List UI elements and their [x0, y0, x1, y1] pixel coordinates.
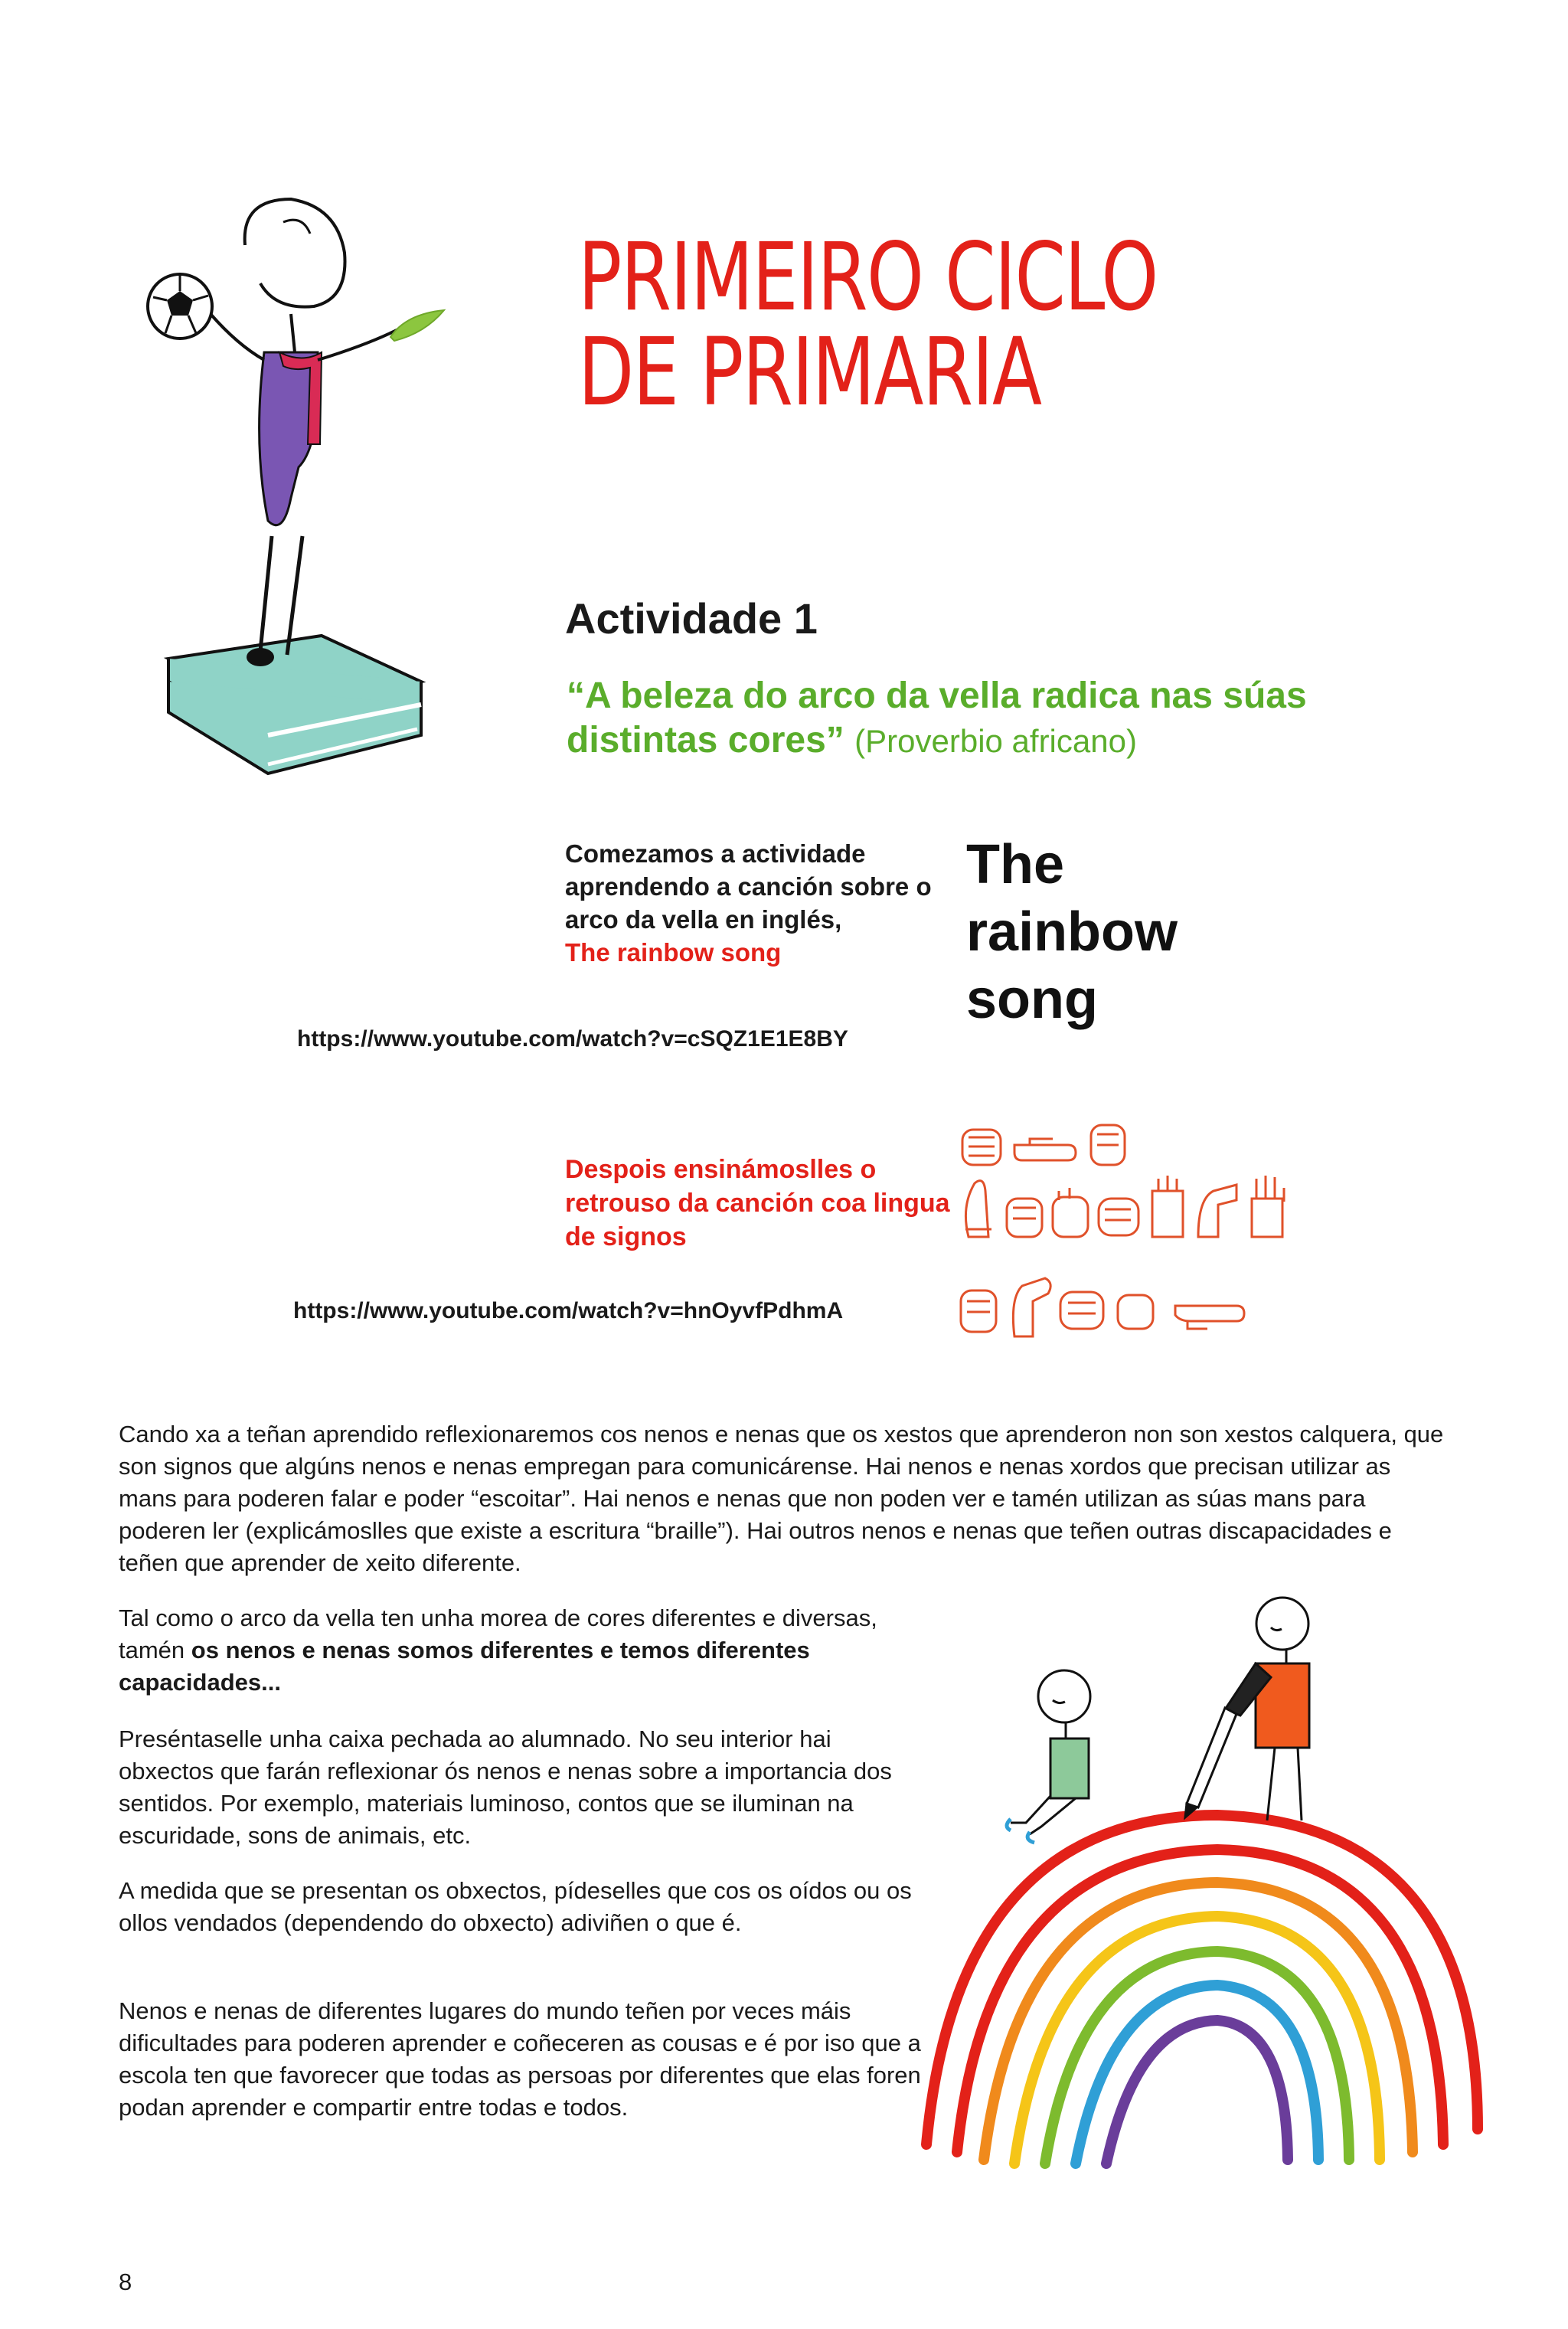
soccer-ball-icon	[148, 274, 212, 339]
activity-quote	[567, 674, 1378, 764]
hand-sign-icon	[1175, 1306, 1244, 1329]
signs-url[interactable]: https://www.youtube.com/watch?v=hnOyvfPdhmA	[293, 1298, 844, 1323]
hand-sign-icon	[961, 1290, 996, 1332]
sitting-child-figure	[1007, 1670, 1090, 1843]
hand-sign-icon	[1060, 1292, 1103, 1329]
page-number: 8	[119, 2268, 132, 2295]
signs-text: Despois ensinámoslles o retrouso da canción coa lingua de signos	[565, 1155, 950, 1251]
hand-sign-icon	[1007, 1199, 1042, 1237]
rainbow-song-image	[966, 831, 1178, 1033]
books-icon	[168, 636, 421, 774]
hand-sign-icon	[1053, 1188, 1088, 1237]
quote-source: (Proverbio africano)	[854, 723, 1137, 759]
paragraph-5: Nenos e nenas de diferentes lugares do mundo teñen por veces máis dificultades para poderen aprender e coñeceren as cousas e é por iso que a escola ten que favorecer que todas as persoas por diferentes que elas foren podan aprender e compartir entre todas e todos.	[119, 1997, 921, 2121]
paragraph-4: A medida que se presentan os obxectos, pídeselles que cos os oídos ou os ollos vendados (dependendo do obxecto) adiviñen o que é.	[119, 1877, 912, 1936]
hand-sign-icon	[1014, 1139, 1076, 1160]
paragraph-2-text: Tal como o arco da vella ten unha morea de cores diferentes e diversas, tamén	[119, 1604, 877, 1663]
song-url[interactable]: https://www.youtube.com/watch?v=cSQZ1E1E8BY	[297, 1026, 848, 1052]
title-line-2: DE PRIMARIA	[578, 318, 1041, 427]
rainbow-song-word: The	[966, 834, 1065, 895]
rainbow-song-word: song	[966, 969, 1098, 1030]
rainbow-children-illustration	[896, 1593, 1493, 2190]
leaf-icon	[390, 310, 444, 341]
hand-sign-icon	[1152, 1176, 1183, 1237]
song-intro-text: Comezamos a actividade aprendendo a canción sobre o arco da vella en inglés,	[565, 839, 932, 934]
pencil-icon	[1187, 1708, 1236, 1807]
title-line-1: PRIMEIRO CICLO	[578, 223, 1158, 332]
hand-sign-icon	[1013, 1278, 1050, 1336]
standing-child-with-pencil-figure	[1185, 1598, 1309, 1820]
song-link-label[interactable]: The rainbow song	[565, 938, 782, 967]
paragraph-2	[119, 1602, 930, 1699]
page-title	[578, 223, 1158, 427]
paragraph-3: Preséntaselle unha caixa pechada ao alumnado. No seu interior hai obxectos que farán reflexionar ós nenos e nenas sobre a importancia dos sentidos. Por exemplo, materiais luminoso, contos que se iluminan na escuridade, sons de animais, etc.	[119, 1725, 892, 1849]
activity-heading: Actividade 1	[565, 594, 818, 643]
paragraph-2-bold: os nenos e nenas somos diferentes e temos diferentes capacidades...	[119, 1637, 810, 1696]
hand-sign-icon	[1118, 1295, 1153, 1329]
child-with-ball-illustration	[138, 191, 521, 789]
hand-sign-icon	[962, 1130, 1001, 1165]
sign-language-hands-illustration	[953, 1114, 1336, 1359]
hand-sign-icon	[1099, 1199, 1138, 1235]
song-intro	[565, 837, 963, 969]
paragraph-1: Cando xa a teñan aprendido reflexionaremos cos nenos e nenas que os xestos que aprenderon non son xestos calquera, que son signos que algúns nenos e nenas empregan para comunicárense. Hai nenos e nenas xordos que precisan utilizar as mans para poderen falar e poder “escoitar”. Hai nenos e nenas que non poden ver e tamén utilizan as súas mans para poderen ler (explicámoslles que existe a escritura “braille”). Hai outros nenos e nenas que teñen outras discapacidades e teñen que aprender de xeito diferente.	[119, 1421, 1444, 1576]
quote-text: “A beleza do arco da vella radica nas súas distintas cores”	[567, 675, 1307, 761]
rainbow-song-word: rainbow	[966, 901, 1178, 963]
hand-sign-icon	[965, 1181, 991, 1237]
hand-sign-icon	[1091, 1125, 1125, 1165]
hand-sign-icon	[1252, 1176, 1284, 1237]
hand-sign-icon	[1198, 1185, 1236, 1237]
